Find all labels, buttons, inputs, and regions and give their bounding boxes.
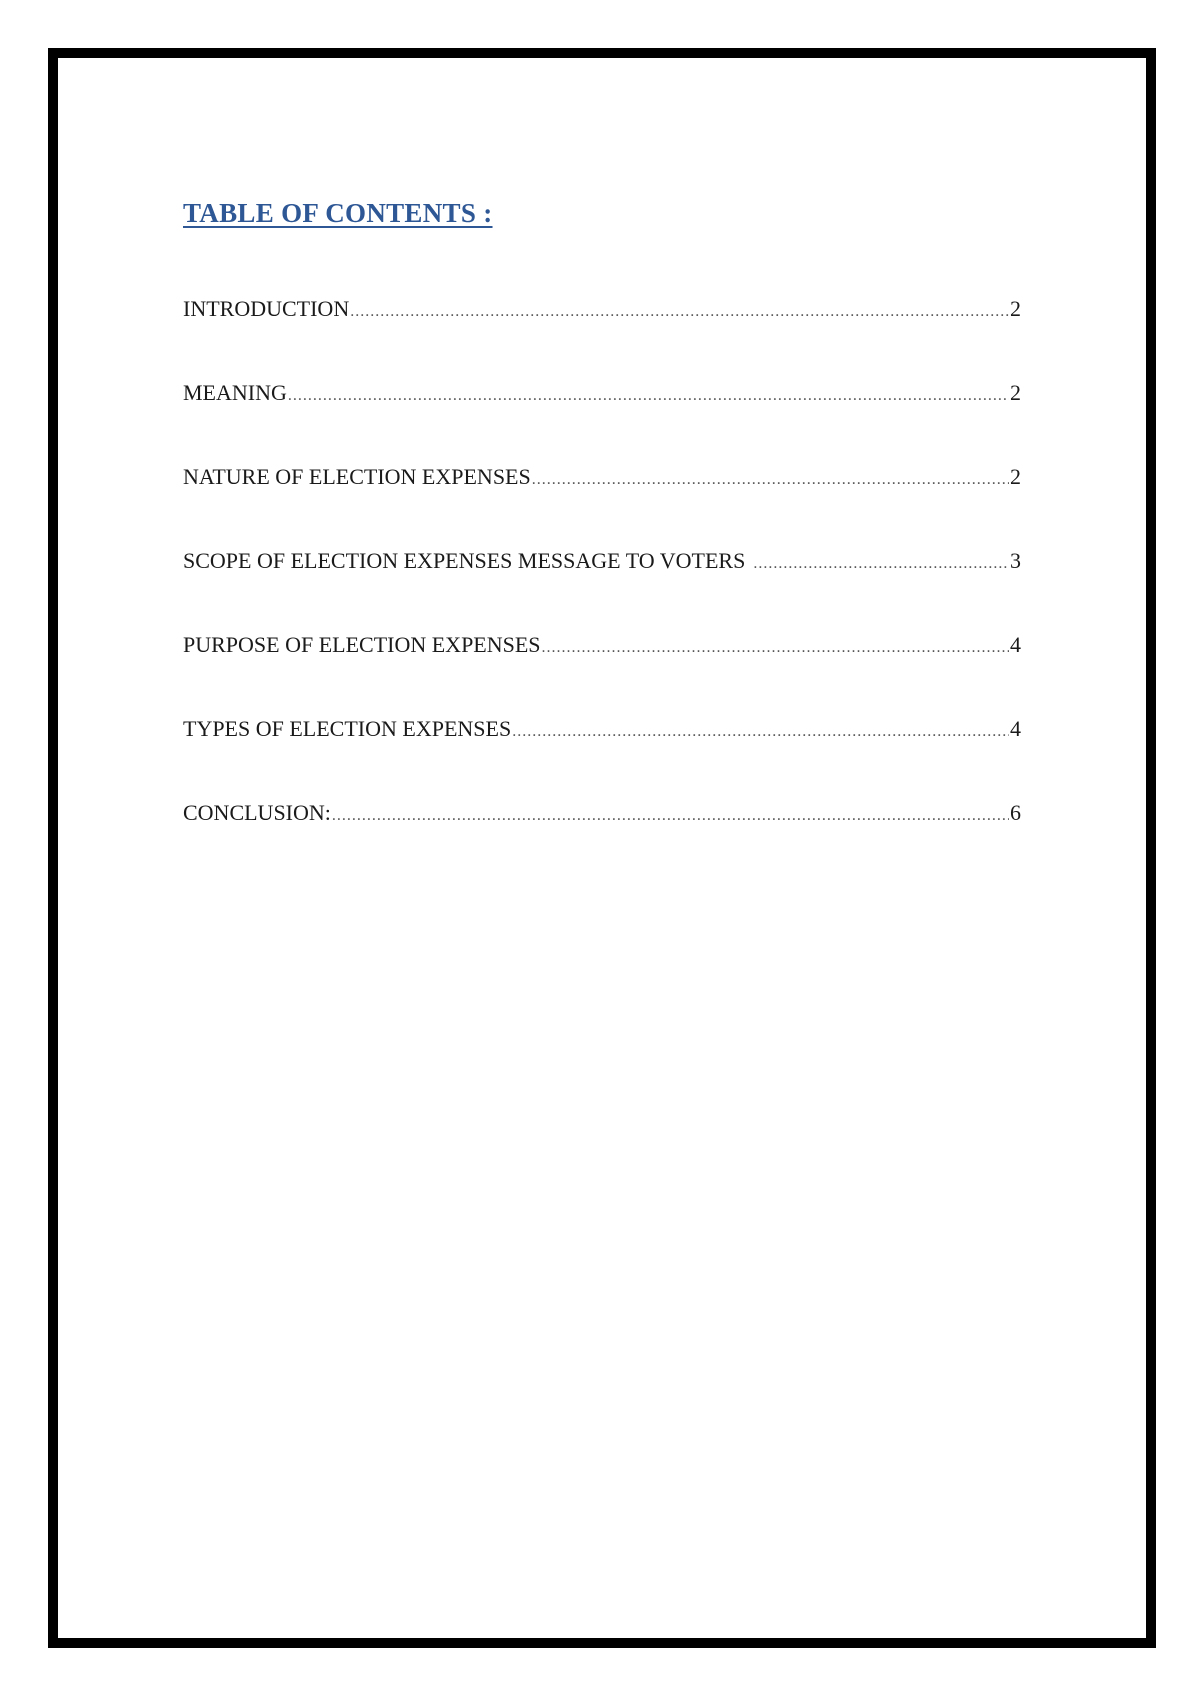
toc-entry-meaning[interactable] (183, 375, 1021, 459)
dot-leader (753, 546, 1009, 582)
toc-entry-page-number: 2 (1010, 380, 1021, 405)
dot-leader (542, 630, 1009, 666)
toc-entry-nature[interactable] (183, 459, 1021, 543)
toc-entry-page-number: 6 (1010, 800, 1021, 825)
toc-entry-label: NATURE OF ELECTION EXPENSES (183, 464, 531, 489)
toc-entry-label: MEANING (183, 380, 287, 405)
dot-leader (512, 714, 1009, 750)
toc-heading: TABLE OF CONTENTS : (183, 198, 493, 228)
toc-entry-page-number: 4 (1010, 716, 1021, 741)
dot-leader (332, 798, 1009, 834)
dot-leader (288, 378, 1009, 414)
toc-entry-page-number: 2 (1010, 464, 1021, 489)
toc-entry-page-number: 2 (1010, 296, 1021, 321)
toc-entry-label: SCOPE OF ELECTION EXPENSES MESSAGE TO VOTERS (183, 548, 746, 573)
table-of-contents (183, 190, 1021, 879)
toc-entry-page-number: 3 (1010, 548, 1021, 573)
toc-entry-label: CONCLUSION: (183, 800, 331, 825)
toc-entry-label: PURPOSE OF ELECTION EXPENSES (183, 632, 541, 657)
dot-leader (350, 294, 1009, 330)
toc-entry-scope[interactable] (183, 543, 1021, 627)
toc-entry-types[interactable] (183, 711, 1021, 795)
toc-list (183, 291, 1021, 879)
dot-leader (532, 462, 1009, 498)
toc-entry-page-number: 4 (1010, 632, 1021, 657)
toc-entry-conclusion[interactable] (183, 795, 1021, 879)
toc-entry-label: TYPES OF ELECTION EXPENSES (183, 716, 512, 741)
toc-entry-purpose[interactable] (183, 627, 1021, 711)
toc-entry-label: INTRODUCTION (183, 296, 350, 321)
toc-entry-introduction[interactable] (183, 291, 1021, 375)
